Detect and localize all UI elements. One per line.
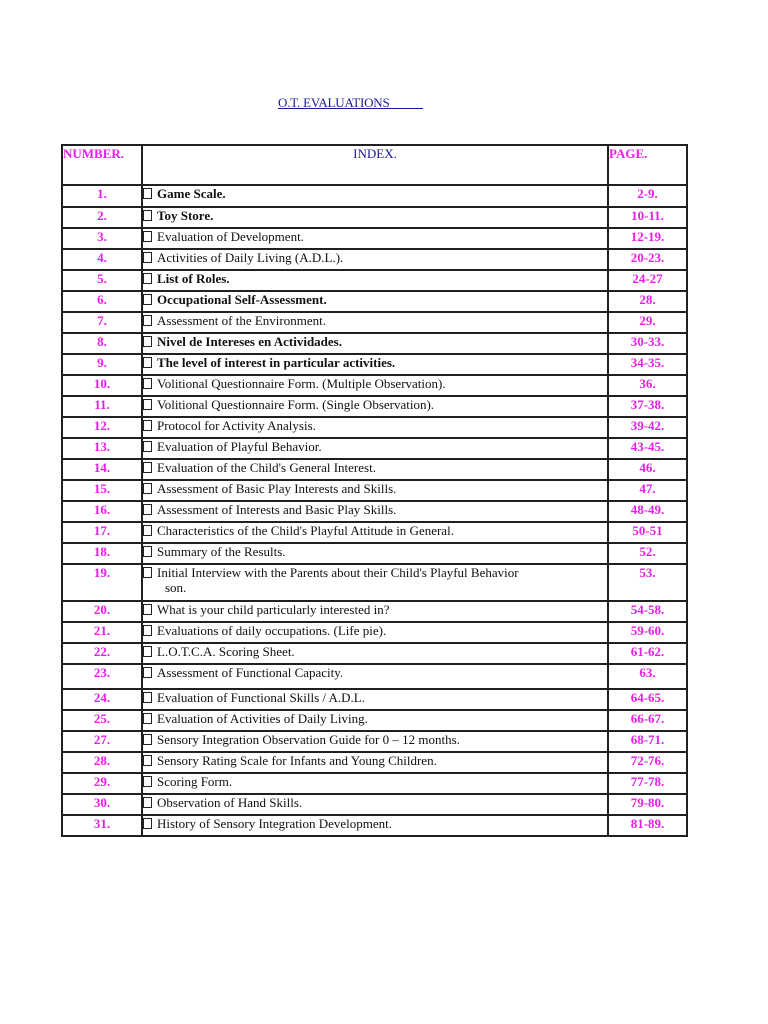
table-row [62,622,687,643]
checkbox-glyph-icon [143,462,152,473]
row-title: Volitional Questionnaire Form. (Single Observation). [142,396,608,417]
row-number: 4. [62,249,142,270]
row-number: 29. [62,773,142,794]
row-title: Assessment of the Environment. [142,312,608,333]
row-number: 11. [62,396,142,417]
row-title-continuation: son. [165,580,187,595]
row-number: 6. [62,291,142,312]
checkbox-glyph-icon [143,252,152,263]
checkbox-glyph-icon [143,210,152,221]
table-row [62,689,687,710]
table-row [62,710,687,731]
row-page: 37-38. [608,396,687,417]
row-title: Occupational Self-Assessment. [142,291,608,312]
row-number: 8. [62,333,142,354]
table-row [62,564,687,601]
row-number: 31. [62,815,142,836]
row-number: 7. [62,312,142,333]
table-row [62,664,687,689]
row-page: 29. [608,312,687,333]
checkbox-glyph-icon [143,818,152,829]
row-title: History of Sensory Integration Development. [142,815,608,836]
row-number: 30. [62,794,142,815]
row-page: 61-62. [608,643,687,664]
row-page: 43-45. [608,438,687,459]
evaluations-index-table [61,144,688,837]
row-title: Sensory Integration Observation Guide for 0 – 12 months. [142,731,608,752]
row-number: 16. [62,501,142,522]
checkbox-glyph-icon [143,755,152,766]
checkbox-glyph-icon [143,776,152,787]
table-row [62,731,687,752]
row-page: 30-33. [608,333,687,354]
row-title: Scoring Form. [142,773,608,794]
row-title: Protocol for Activity Analysis. [142,417,608,438]
row-title: Toy Store. [142,207,608,228]
row-page: 34-35. [608,354,687,375]
row-page: 46. [608,459,687,480]
checkbox-glyph-icon [143,713,152,724]
row-number: 18. [62,543,142,564]
row-page: 2-9. [608,185,687,207]
row-number: 27. [62,731,142,752]
header-index: INDEX. [142,145,608,185]
row-page: 47. [608,480,687,501]
checkbox-glyph-icon [143,734,152,745]
table-row [62,270,687,291]
table-row [62,459,687,480]
row-title: Evaluations of daily occupations. (Life pie). [142,622,608,643]
row-page: 39-42. [608,417,687,438]
row-title: Sensory Rating Scale for Infants and Young Children. [142,752,608,773]
row-page: 10-11. [608,207,687,228]
table-row [62,396,687,417]
table-row [62,773,687,794]
checkbox-glyph-icon [143,625,152,636]
table-row [62,354,687,375]
row-number: 5. [62,270,142,291]
row-number: 14. [62,459,142,480]
row-title: L.O.T.C.A. Scoring Sheet. [142,643,608,664]
row-title: List of Roles. [142,270,608,291]
row-number: 23. [62,664,142,689]
row-number: 3. [62,228,142,249]
row-page: 63. [608,664,687,689]
row-number: 25. [62,710,142,731]
row-title: Nivel de Intereses en Actividades. [142,333,608,354]
checkbox-glyph-icon [143,188,152,199]
row-page: 59-60. [608,622,687,643]
checkbox-glyph-icon [143,294,152,305]
row-page: 24-27 [608,270,687,291]
row-number: 10. [62,375,142,396]
checkbox-glyph-icon [143,567,152,578]
row-title: The level of interest in particular activities. [142,354,608,375]
row-page: 48-49. [608,501,687,522]
row-title: Assessment of Basic Play Interests and Skills. [142,480,608,501]
row-title: Observation of Hand Skills. [142,794,608,815]
row-page: 77-78. [608,773,687,794]
checkbox-glyph-icon [143,336,152,347]
row-page: 36. [608,375,687,396]
checkbox-glyph-icon [143,504,152,515]
checkbox-glyph-icon [143,399,152,410]
checkbox-glyph-icon [143,420,152,431]
table-row [62,601,687,622]
row-page: 72-76. [608,752,687,773]
row-page: 81-89. [608,815,687,836]
checkbox-glyph-icon [143,604,152,615]
table-row [62,522,687,543]
checkbox-glyph-icon [143,441,152,452]
row-title: Assessment of Functional Capacity. [142,664,608,689]
checkbox-glyph-icon [143,357,152,368]
row-number: 1. [62,185,142,207]
row-page: 54-58. [608,601,687,622]
header-number: NUMBER. [62,145,142,185]
row-title: Evaluation of Development. [142,228,608,249]
checkbox-glyph-icon [143,315,152,326]
row-number: 9. [62,354,142,375]
row-title: Assessment of Interests and Basic Play Skills. [142,501,608,522]
table-row [62,815,687,836]
checkbox-glyph-icon [143,692,152,703]
table-row [62,794,687,815]
row-page: 20-23. [608,249,687,270]
checkbox-glyph-icon [143,667,152,678]
row-title: Initial Interview with the Parents about their Child's Playful Behavior son. [142,564,608,601]
row-page: 28. [608,291,687,312]
checkbox-glyph-icon [143,231,152,242]
row-page: 64-65. [608,689,687,710]
table-row [62,185,687,207]
header-page: PAGE. [608,145,687,185]
checkbox-glyph-icon [143,483,152,494]
row-page: 50-51 [608,522,687,543]
row-title: Evaluation of Activities of Daily Living. [142,710,608,731]
checkbox-glyph-icon [143,378,152,389]
table-row [62,417,687,438]
row-page: 79-80. [608,794,687,815]
row-title: Evaluation of Playful Behavior. [142,438,608,459]
row-number: 20. [62,601,142,622]
row-number: 21. [62,622,142,643]
checkbox-glyph-icon [143,525,152,536]
row-page: 52. [608,543,687,564]
table-row [62,291,687,312]
table-row [62,752,687,773]
row-number: 17. [62,522,142,543]
row-page: 66-67. [608,710,687,731]
table-row [62,228,687,249]
row-number: 24. [62,689,142,710]
row-title: Game Scale. [142,185,608,207]
row-number: 12. [62,417,142,438]
checkbox-glyph-icon [143,546,152,557]
table-row [62,207,687,228]
table-row [62,438,687,459]
row-page: 53. [608,564,687,601]
checkbox-glyph-icon [143,797,152,808]
table-row [62,375,687,396]
table-row [62,643,687,664]
table-row [62,480,687,501]
row-number: 19. [62,564,142,601]
row-title: What is your child particularly interested in? [142,601,608,622]
row-page: 12-19. [608,228,687,249]
table-row [62,312,687,333]
document-title: O.T. EVALUATIONS [278,95,390,110]
row-page: 68-71. [608,731,687,752]
table-row [62,333,687,354]
row-number: 22. [62,643,142,664]
row-title: Evaluation of the Child's General Interest. [142,459,608,480]
row-title: Volitional Questionnaire Form. (Multiple Observation). [142,375,608,396]
table-header-row [62,145,687,185]
row-title: Characteristics of the Child's Playful Attitude in General. [142,522,608,543]
checkbox-glyph-icon [143,646,152,657]
row-number: 15. [62,480,142,501]
checkbox-glyph-icon [143,273,152,284]
row-number: 2. [62,207,142,228]
row-number: 13. [62,438,142,459]
row-title: Summary of the Results. [142,543,608,564]
table-row [62,543,687,564]
table-row [62,501,687,522]
row-number: 28. [62,752,142,773]
table-row [62,249,687,270]
row-title: Evaluation of Functional Skills / A.D.L. [142,689,608,710]
row-title: Activities of Daily Living (A.D.L.). [142,249,608,270]
